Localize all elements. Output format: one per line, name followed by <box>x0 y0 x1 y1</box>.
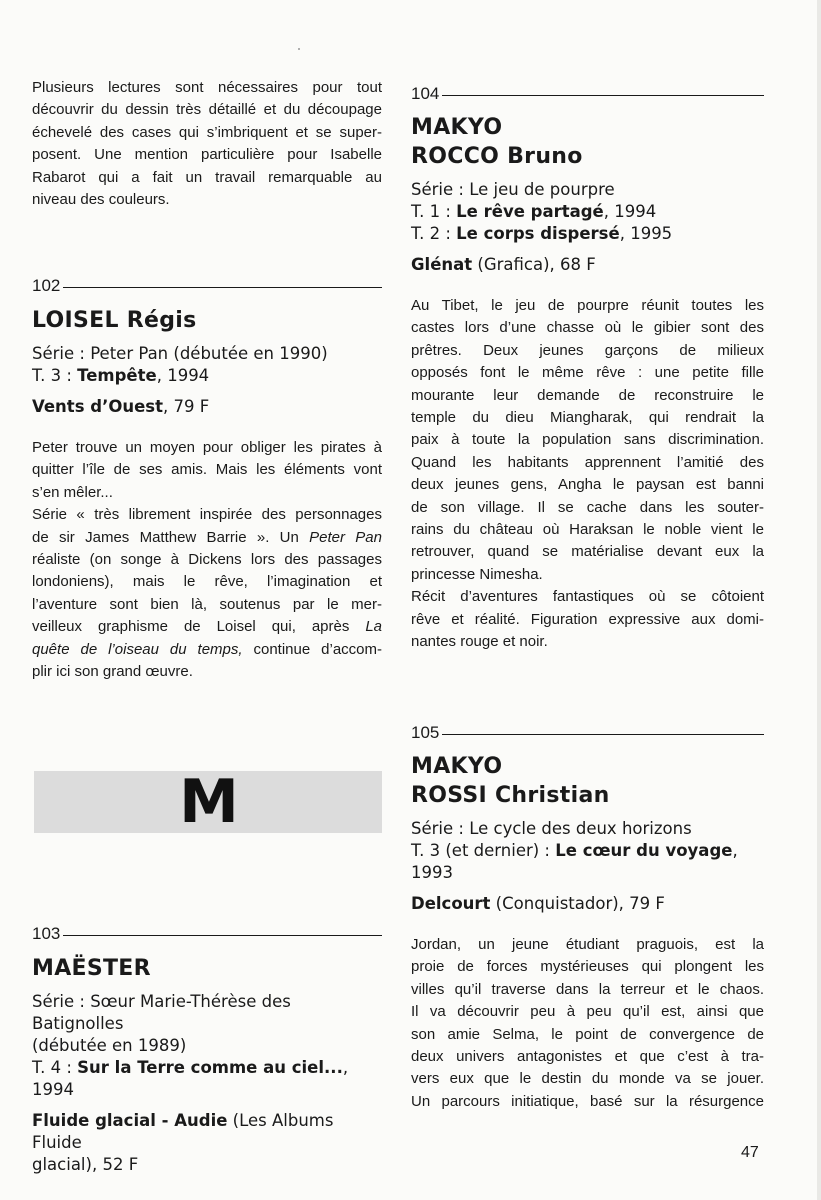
series-line: Série : Sœur Marie-Thérèse des Batignolles <box>32 992 291 1033</box>
section-letter: M <box>179 767 237 837</box>
entry-103 <box>32 924 382 1176</box>
entry-104 <box>411 84 764 654</box>
entry-description <box>32 437 382 683</box>
publisher-line <box>32 1110 382 1176</box>
intro-line: niveau des couleurs. <box>32 191 170 209</box>
publisher-detail: (Conquistador), 79 F <box>490 894 665 913</box>
author-name: MAËSTER <box>32 956 151 981</box>
desc-line: prêtres. Deux jeunes garçons de milieux <box>411 341 764 359</box>
entry-105 <box>411 723 764 1113</box>
publisher-line <box>32 396 382 418</box>
publisher-name: Glénat <box>411 255 473 274</box>
desc-text: veilleux graphisme de Loisel qui, après <box>32 618 366 636</box>
desc-line <box>32 616 382 638</box>
author-name: LOISEL Régis <box>32 308 197 333</box>
entry-number-line <box>32 924 382 944</box>
desc-line: rêve et réalité. Figuration expressive aux domi- <box>411 610 764 628</box>
desc-line: plir ici son grand œuvre. <box>32 663 193 681</box>
desc-line: Il va découvrir peu à peu qu’il est, ainsi que <box>411 1003 764 1021</box>
italic-title: quête de l’oiseau du temps, <box>32 640 243 658</box>
entry-description <box>411 295 764 654</box>
author-name: ROCCO Bruno <box>411 144 583 169</box>
entry-102 <box>32 276 382 683</box>
paper-speck <box>298 48 300 50</box>
desc-line: opposés font le même rêve : une petite fille <box>411 364 764 382</box>
intro-line: découvrir du dessin très détaillé et du découpage <box>32 101 382 119</box>
publisher-detail: glacial), 52 F <box>32 1155 139 1174</box>
desc-line: l’aventure sont bien là, soutenus par le mer- <box>32 595 382 613</box>
tome-line <box>32 1057 382 1101</box>
tome-year: 1993 <box>411 863 453 882</box>
tome-line <box>32 365 382 387</box>
desc-line: Récit d’aventures fantastiques où se côtoient <box>411 588 764 606</box>
entry-number: 105 <box>411 723 440 742</box>
italic-title: Peter Pan <box>309 528 382 546</box>
desc-line: temple du dieu Miangharak, qui rendrait la <box>411 409 764 427</box>
italic-title: La <box>365 618 382 636</box>
desc-line: s’en mêler... <box>32 483 113 501</box>
desc-line: deux jeunes gens, Angha le paysan est banni <box>411 476 764 494</box>
desc-line: paix à toute la population sans discrimination. <box>411 431 764 449</box>
series-line: Série : Peter Pan (débutée en 1990) <box>32 344 328 363</box>
publisher-name: Vents d’Ouest <box>32 397 164 416</box>
desc-line: Série « très librement inspirée des personnages <box>32 506 382 524</box>
tome-prefix: T. 2 : <box>411 224 457 243</box>
desc-line: Quand les habitants apprennent l’amitié des <box>411 453 764 471</box>
tome-year: , 1995 <box>619 224 673 243</box>
desc-line <box>32 527 382 549</box>
tome-title: Le cœur du voyage <box>555 841 733 860</box>
price: , 79 F <box>163 397 210 416</box>
intro-line: échevelé des cases qui s’imbriquent et se super- <box>32 123 382 141</box>
author-name: ROSSI Christian <box>411 783 610 808</box>
tome-comma: , <box>732 841 738 860</box>
series-line: Série : Le jeu de pourpre <box>411 180 615 199</box>
entry-number: 102 <box>32 276 61 295</box>
publisher-name: Delcourt <box>411 894 491 913</box>
series-line: Série : Le cycle des deux horizons <box>411 819 692 838</box>
series-line: (débutée en 1989) <box>32 1036 187 1055</box>
tome-year: , 1994 <box>32 1058 349 1099</box>
tome-line <box>411 223 764 245</box>
entry-rule <box>63 935 382 936</box>
entry-number-line <box>411 84 764 104</box>
intro-line: Plusieurs lectures sont nécessaires pour tout <box>32 79 382 96</box>
desc-line: Jordan, un jeune étudiant praguois, est la <box>411 936 764 953</box>
desc-line: nantes rouge et noir. <box>411 633 548 651</box>
entry-number: 103 <box>32 924 61 943</box>
page-edge <box>817 0 821 1200</box>
intro-paragraph <box>32 77 382 211</box>
publisher-name: Fluide glacial - Audie <box>32 1111 228 1130</box>
tome-line <box>411 840 764 862</box>
tome-title: Sur la Terre comme au ciel... <box>77 1058 343 1077</box>
publisher-line <box>411 254 764 276</box>
desc-line: rains du château où Haraksan le noble vient le <box>411 521 764 539</box>
series-info <box>411 818 764 884</box>
entry-number-line <box>411 723 764 743</box>
tome-prefix: T. 1 : <box>411 202 457 221</box>
desc-line: retrouver, quand se matérialise devant eux la <box>411 543 764 561</box>
desc-line: Un parcours initiatique, basé sur la résurgence <box>411 1092 764 1110</box>
entry-description <box>411 934 764 1113</box>
desc-line: londoniens), mais le rêve, l’imagination et <box>32 573 382 591</box>
desc-line: villes qu’il traverse dans la terreur et le chaos. <box>411 980 764 998</box>
author-name: MAKYO <box>411 754 503 779</box>
desc-line <box>32 639 382 661</box>
desc-text: de sir James Matthew Barrie ». Un <box>32 528 310 546</box>
desc-line: castes lors d’une chasse où le gibier sont des <box>411 319 764 337</box>
publisher-detail: (Les Albums Fluide <box>32 1111 334 1152</box>
tome-prefix: T. 3 (et dernier) : <box>411 841 556 860</box>
tome-year: , 1994 <box>156 366 210 385</box>
tome-prefix: T. 4 : <box>32 1058 78 1077</box>
desc-line: mourante leur demande de reconstruire le <box>411 386 764 404</box>
tome-title: Tempête <box>77 366 157 385</box>
desc-line: Peter trouve un moyen pour obliger les pirates à <box>32 439 382 456</box>
intro-line: Rabarot qui a fait un travail remarquable au <box>32 168 382 186</box>
author-name: MAKYO <box>411 115 503 140</box>
tome-line <box>411 201 764 223</box>
desc-line: son amie Selma, le point de convergence de <box>411 1025 764 1043</box>
desc-line: quitter l’île de ses amis. Mais les éléments vont <box>32 461 382 479</box>
entry-rule <box>63 287 382 288</box>
page-number: 47 <box>741 1144 759 1161</box>
desc-text: continue d’accom- <box>253 640 382 658</box>
tome-prefix: T. 3 : <box>32 366 78 385</box>
tome-title: Le rêve partagé <box>456 202 604 221</box>
series-info <box>411 179 764 245</box>
series-info <box>32 343 382 387</box>
intro-line: posent. Une mention particulière pour Isabelle <box>32 146 382 164</box>
desc-line: Au Tibet, le jeu de pourpre réunit toutes les <box>411 297 764 314</box>
entry-rule <box>442 734 764 735</box>
publisher-detail: (Grafica), 68 F <box>472 255 596 274</box>
desc-line: vers eux que le destin du monde va se jouer. <box>411 1070 764 1088</box>
publisher-line <box>411 893 764 915</box>
series-info <box>32 991 382 1101</box>
desc-line: princesse Nimesha. <box>411 565 543 583</box>
desc-line: de son village. Il se cache dans les souter- <box>411 498 764 516</box>
desc-line: proie de forces mystérieuses qui plongent les <box>411 958 764 976</box>
entry-number: 104 <box>411 84 440 103</box>
desc-line: réaliste (on songe à Dickens lors des passages <box>32 551 382 569</box>
tome-title: Le corps dispersé <box>456 224 620 243</box>
section-letter-band <box>34 767 382 837</box>
tome-year: , 1994 <box>603 202 657 221</box>
entry-rule <box>442 95 764 96</box>
desc-line: deux univers antagonistes et que c’est à tra- <box>411 1048 764 1066</box>
entry-number-line <box>32 276 382 296</box>
